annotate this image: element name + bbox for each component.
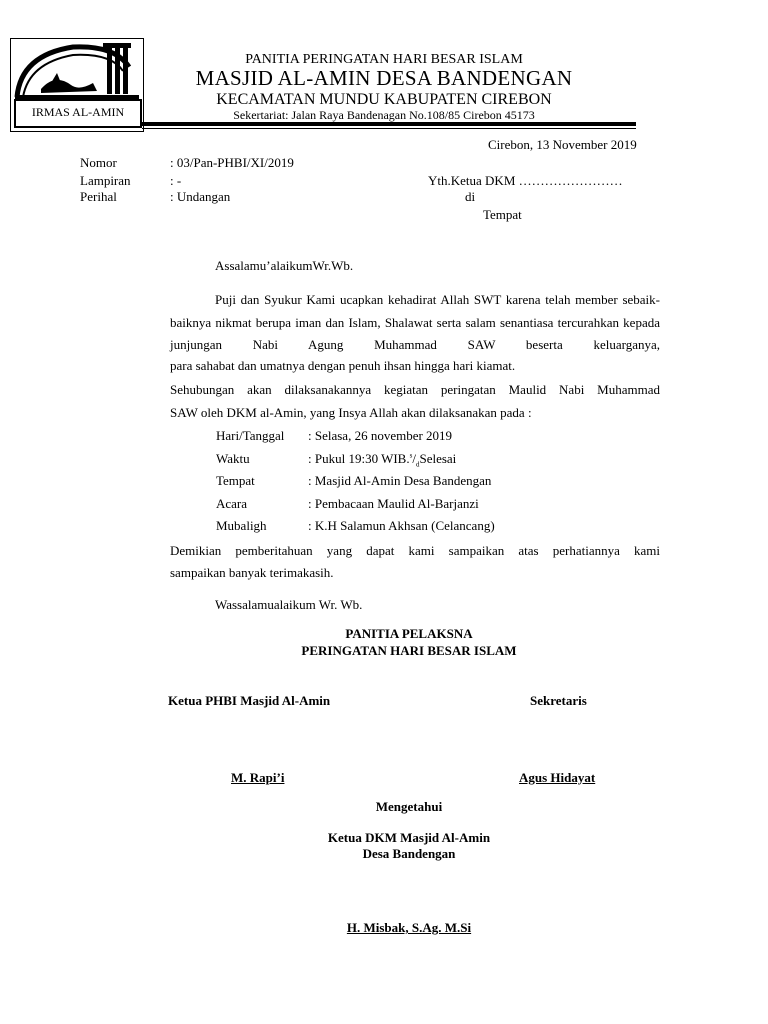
header-rule-thin [142, 128, 636, 129]
time-tail: Selesai [419, 451, 457, 466]
paragraph-closing: Demikian pemberitahuan yang dapat kami sampaikan atas perhatiannya kami [170, 543, 660, 558]
perihal-label: Perihal [80, 189, 117, 204]
acknowledged-title-line2: Desa Bandengan [362, 846, 456, 861]
acknowledged-name: H. Misbak, S.Ag. M.Si [346, 920, 472, 935]
header-committee: PANITIA PERINGATAN HARI BESAR ISLAM [245, 52, 523, 67]
logo-caption: IRMAS AL-AMIN [14, 99, 142, 128]
detail-value: : Pembacaan Maulid Al-Barjanzi [308, 496, 479, 511]
time-sup: s [409, 451, 413, 460]
detail-label: Mubaligh [216, 518, 267, 533]
detail-label: Waktu [216, 451, 250, 466]
paragraph-opening-last: para sahabat dan umatnya dengan penuh ihsan hingga hari kiamat. [170, 358, 516, 373]
perihal-value: : Undangan [170, 189, 231, 204]
signatory-right-name: Agus Hidayat [519, 770, 596, 785]
signatory-left-name: M. Rapi’i [231, 770, 285, 785]
header-rule-thick [142, 122, 636, 126]
signatory-left-title: Ketua PHBI Masjid Al-Amin [168, 693, 331, 708]
letter-date: Cirebon, 13 November 2019 [488, 137, 637, 152]
paragraph-closing-last: sampaikan banyak terimakasih. [170, 565, 334, 580]
closing-greeting: Wassalamualaikum Wr. Wb. [215, 597, 363, 612]
paragraph-event-last: SAW oleh DKM al-Amin, yang Insya Allah akan dilaksanakan pada : [170, 405, 532, 420]
paragraph-event: Sehubungan akan dilaksanakannya kegiatan peringatan Maulid Nabi Muhammad [170, 382, 660, 397]
detail-label: Tempat [216, 473, 255, 488]
detail-value: : Masjid Al-Amin Desa Bandengan [308, 473, 492, 488]
acknowledged-label: Mengetahui [375, 799, 443, 814]
time-value: : Pukul 19:30 WIB. [308, 451, 410, 466]
paragraph-opening: Puji dan Syukur Kami ucapkan kehadirat Allah SWT karena telah member sebaik-baiknya nikmat berupa iman dan Islam, Shalawat serta salam senantiasa tercurahkan kepada junjungan Nabi Agung Muhammad SAW beserta keluarganya, [170, 292, 660, 352]
detail-label: Hari/Tanggal [216, 428, 285, 443]
nomor-value: : 03/Pan-PHBI/XI/2019 [170, 155, 294, 170]
detail-value: : K.H Salamun Akhsan (Celancang) [308, 518, 495, 533]
time-sub: d [415, 460, 420, 469]
lampiran-value: : - [170, 173, 182, 188]
acknowledged-title-line1: Ketua DKM Masjid Al-Amin [327, 830, 491, 845]
signatory-right-title: Sekretaris [530, 693, 587, 708]
header-address: Sekertariat: Jalan Raya Bandenagan No.108/85 Cirebon 45173 [233, 108, 535, 122]
header-mosque-name: MASJID AL-AMIN DESA BANDENGAN [195, 66, 573, 90]
recipient-di: di [465, 189, 476, 204]
nomor-label: Nomor [80, 155, 117, 170]
recipient-place: Tempat [483, 207, 522, 222]
committee-line1: PANITIA PELAKSNA [345, 626, 473, 641]
lampiran-label: Lampiran [80, 173, 131, 188]
opening-greeting: Assalamu’alaikumWr.Wb. [215, 258, 354, 273]
header-district: KECAMATAN MUNDU KABUPATEN CIREBON [216, 91, 552, 108]
detail-label: Acara [216, 496, 248, 511]
recipient-line: Yth.Ketua DKM …………………… [428, 173, 623, 188]
detail-value: : Selasa, 26 november 2019 [308, 428, 453, 443]
committee-line2: PERINGATAN HARI BESAR ISLAM [301, 643, 517, 658]
detail-value-time: : Pukul 19:30 $WIB.^s/_dSelesai$ [308, 451, 457, 469]
